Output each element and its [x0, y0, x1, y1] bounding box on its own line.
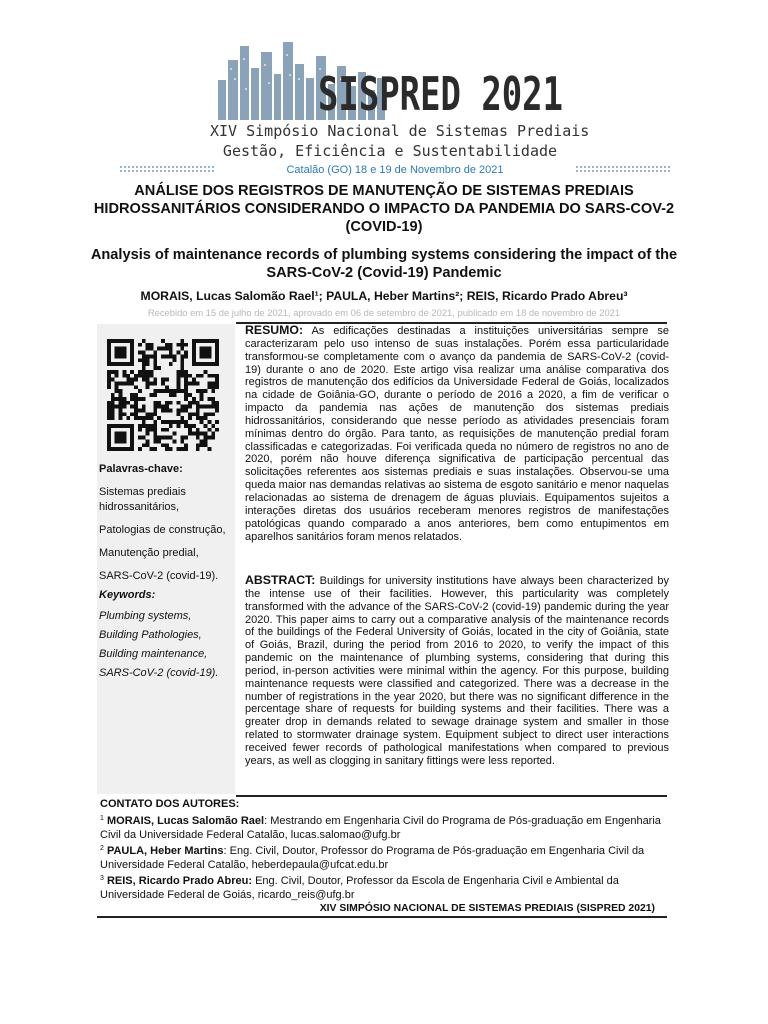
- author-contacts: [100, 797, 666, 904]
- keyword-item: Building maintenance,: [99, 648, 208, 660]
- contact-name: REIS, Ricardo Prado Abreu:: [106, 875, 253, 887]
- contact-details: : Mestrando em Engenharia Civil do Programa de Pós-graduação em Engenharia Civil da Universidade Federal Catalão, lucas.salomao@ufg.br: [100, 815, 661, 841]
- contact-entry: [100, 814, 666, 842]
- resumo-label: RESUMO:: [245, 323, 304, 337]
- footer-conference: XIV SIMPÓSIO NACIONAL DE SISTEMAS PREDIAIS (SISPRED 2021): [319, 903, 655, 914]
- event-name: XIV Simpósio Nacional de Sistemas Prediais: [210, 122, 590, 140]
- paper-title-pt: ANÁLISE DOS REGISTROS DE MANUTENÇÃO DE SISTEMAS PREDIAIS HIDROSSANITÁRIOS CONSIDERANDO O IMPACTO DA PANDEMIA DO SARS-COV-2 (COVID-19): [93, 183, 675, 235]
- paper-title-en: Analysis of maintenance records of plumbing systems considering the impact of the SARS-CoV-2 (Covid-19) Pandemic: [90, 247, 678, 281]
- contact-name: PAULA, Heber Martins: [106, 845, 224, 857]
- keyword-item: Building Pathologies,: [99, 629, 202, 641]
- qr-code-icon[interactable]: [107, 339, 219, 451]
- publication-dates: Recebido em 15 de julho de 2021, aprovado em 06 de setembro de 2021, publicado em 18 de novembro de 2021: [147, 307, 621, 318]
- contacts-heading: CONTATO DOS AUTORES:: [100, 798, 240, 810]
- footer-rule: [97, 916, 667, 918]
- contact-entry: [100, 874, 666, 902]
- abstract-label: ABSTRACT:: [245, 573, 316, 587]
- contact-entry: [100, 844, 666, 872]
- keywords-en-label: Keywords:: [99, 589, 156, 601]
- keyword-item: Manutenção predial,: [99, 547, 199, 559]
- abstract-section: [245, 574, 669, 768]
- dateline-row: [120, 162, 670, 178]
- keyword-item: Patologias de construção,: [99, 524, 226, 536]
- contact-name: MORAIS, Lucas Salomão Rael: [106, 815, 265, 827]
- resumo-text: As edificações destinadas a instituições universitárias sempre se caracterizaram pelo uso intenso de suas instalações. Porém essa particularidade transformou-se completamente com o avanço da pandemia de SARS-CoV-2 (covid-19) durante o ano de 2020. Este artigo visa realizar uma análise comparativa dos registros de manutenção dos edifícios da Universidade Federal de Goiás, localizados na cidade de Goiânia-GO, durante o período de 2016 a 2020, a fim de verificar o impacto da pandemia nas ações de manutenção dos sistemas prediais hidrossanitários, considerando que nesse período as atividades presenciais foram mínimas dentro do órgão. Para tanto, as requisições de manutenção predial foram classificadas e categorizadas. Foi verificada queda no número de registros no ano de 2020, porém não houve diferença significativa de participação percentual das solicitações referentes aos sistemas prediais e suas instalações. Observou-se uma queda maior nas demandas relativas ao sistema de esgoto sanitário e menor naquelas relacionadas ao sistema de drenagem de águas pluviais. Equipamentos sujeitos a interações diretas dos usuários receberam menores registros de manifestações patológicas quando comparado a anos anteriores, bem como entupimentos em aparelhos sanitários foram menos relatados.: [245, 325, 669, 543]
- abstract-text: Buildings for university institutions have always been characterized by the intense use of their facilities. However, this particularity was completely transformed with the advance of the SARS-CoV-2 (covid-19) pandemic during the year 2020. This paper aims to carry out a comparative analysis of the maintenance records of the buildings of the Federal University of Goiás, located in the city of Goiânia, state of Goiás, Brazil, during the period from 2016 to 2020, to verify the impact of this pandemic on the maintenance of plumbing systems, considering that during this period, in-person activities were minimal within the agency. For this purpose, building maintenance requests were classified and categorized. There was a decrease in the number of registrations in the year 2020, but there was no significant difference in the percentage share of requests for building systems and their facilities. There was a greater drop in demands related to sewage drainage system and smaller in those related to stormwater drainage system. Equipment subject to direct user interactions received fewer records of pathological manifestations when compared to previous years, as well as clogging in sanitary fittings were less reported.: [245, 575, 670, 767]
- logo-text: SISPRED 2021: [318, 67, 563, 121]
- event-dateline: Catalão (GO) 18 e 19 de Novembro de 2021: [215, 162, 575, 178]
- keywords-block: [99, 462, 231, 685]
- footnote-number: 1: [100, 815, 104, 822]
- footnote-number: 3: [100, 875, 104, 882]
- sispred-logo: [200, 38, 570, 120]
- contact-details: Eng. Civil, Doutor, Professor da Escola de Engenharia Civil e Ambiental da Universidade Federal de Goiás, ricardo_reis@ufg.br: [100, 875, 619, 901]
- keyword-item: SARS-CoV-2 (covid-19).: [99, 667, 219, 679]
- keyword-item: Plumbing systems,: [99, 610, 192, 622]
- keyword-item: Sistemas prediais hidrossanitários,: [99, 486, 186, 513]
- keywords-pt-label: Palavras-chave:: [99, 463, 183, 475]
- footnote-number: 2: [100, 845, 104, 852]
- keyword-item: SARS-CoV-2 (covid-19).: [99, 570, 219, 582]
- author-list: MORAIS, Lucas Salomão Rael¹; PAULA, Heber Martins²; REIS, Ricardo Prado Abreu³: [140, 289, 628, 303]
- event-theme: Gestão, Eficiência e Sustentabilidade: [222, 142, 558, 160]
- contact-details: : Eng. Civil, Doutor, Professor do Programa de Pós-graduação em Engenharia Civil da Universidade Federal Catalão, heberdepaula@ufcat.edu.br: [100, 845, 645, 871]
- resumo-section: [245, 324, 669, 543]
